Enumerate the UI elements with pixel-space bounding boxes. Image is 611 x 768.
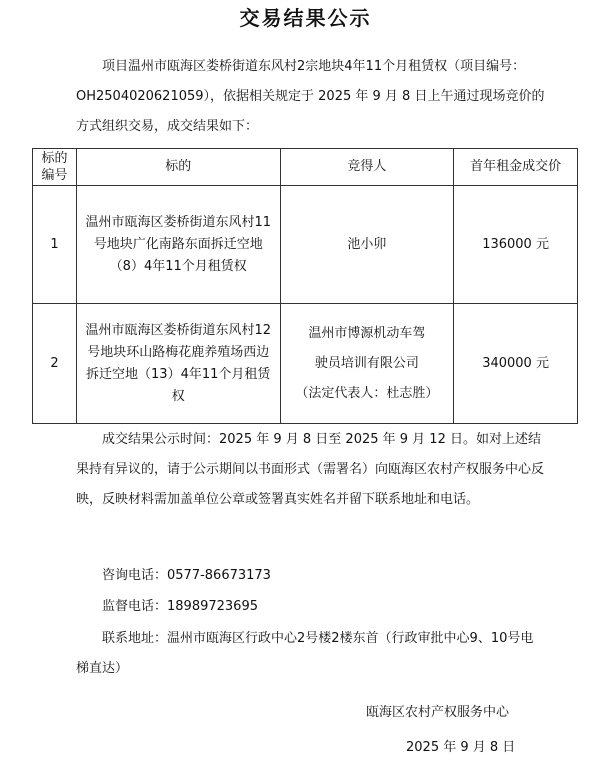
header-winner: 竞得人 xyxy=(280,149,454,186)
result-table xyxy=(32,148,578,424)
supervise-phone: 监督电话：18989723695 xyxy=(102,599,258,614)
cell-winner: 池小卯 xyxy=(280,186,454,304)
cell-winner xyxy=(280,304,454,424)
contact-address: 联系地址：温州市瓯海区行政中心2号楼2楼东首（行政审批中心9、10号电梯直达） xyxy=(76,631,534,676)
header-price: 首年租金成交价 xyxy=(454,149,578,186)
header-lot: 标的 xyxy=(76,149,280,186)
table-header-row xyxy=(33,149,578,186)
issuing-organization: 瓯海区农村产权服务中心 xyxy=(366,705,510,720)
cell-lot: 温州市瓯海区娄桥街道东风村11号地块广化南路东面拆迁空地（8）4年11个月租赁权 xyxy=(76,186,280,304)
issue-date: 2025 年 9 月 8 日 xyxy=(406,740,516,755)
cell-lot-number: 1 xyxy=(33,186,77,304)
header-lot-number: 标的编号 xyxy=(33,149,77,186)
consult-phone: 咨询电话：0577-86673173 xyxy=(102,568,271,583)
notice-paragraph: 成交结果公示时间：2025 年 9 月 8 日至 2025 年 9 月 12 日。如对上述结果持有异议的，请于公示期间以书面形式（需署名）向瓯海区农村产权服务中心反映，反映材料需加盖单位公章或签署真实姓名并留下联系地址和电话。 xyxy=(76,432,545,507)
cell-lot-number: 2 xyxy=(33,304,77,424)
winner-name: 温州市博源机动车驾驶员培训有限公司 xyxy=(308,325,426,371)
table-row xyxy=(33,304,578,424)
cell-price: 340000 元 xyxy=(454,304,578,424)
table-row xyxy=(33,186,578,304)
cell-lot: 温州市瓯海区娄桥街道东风村12号地块环山路梅花鹿养殖场西边拆迁空地（13）4年11个月租赁权 xyxy=(76,304,280,424)
winner-representative: （法定代表人：杜志胜） xyxy=(295,385,439,401)
intro-paragraph: 项目温州市瓯海区娄桥街道东风村2宗地块4年11个月租赁权（项目编号：OH2504020621059），依据相关规定于 2025 年 9 月 8 日上午通过现场竞价的方式组织交易，成交结果如下： xyxy=(76,59,545,134)
page-title: 交易结果公示 xyxy=(239,6,372,30)
cell-price: 136000 元 xyxy=(454,186,578,304)
